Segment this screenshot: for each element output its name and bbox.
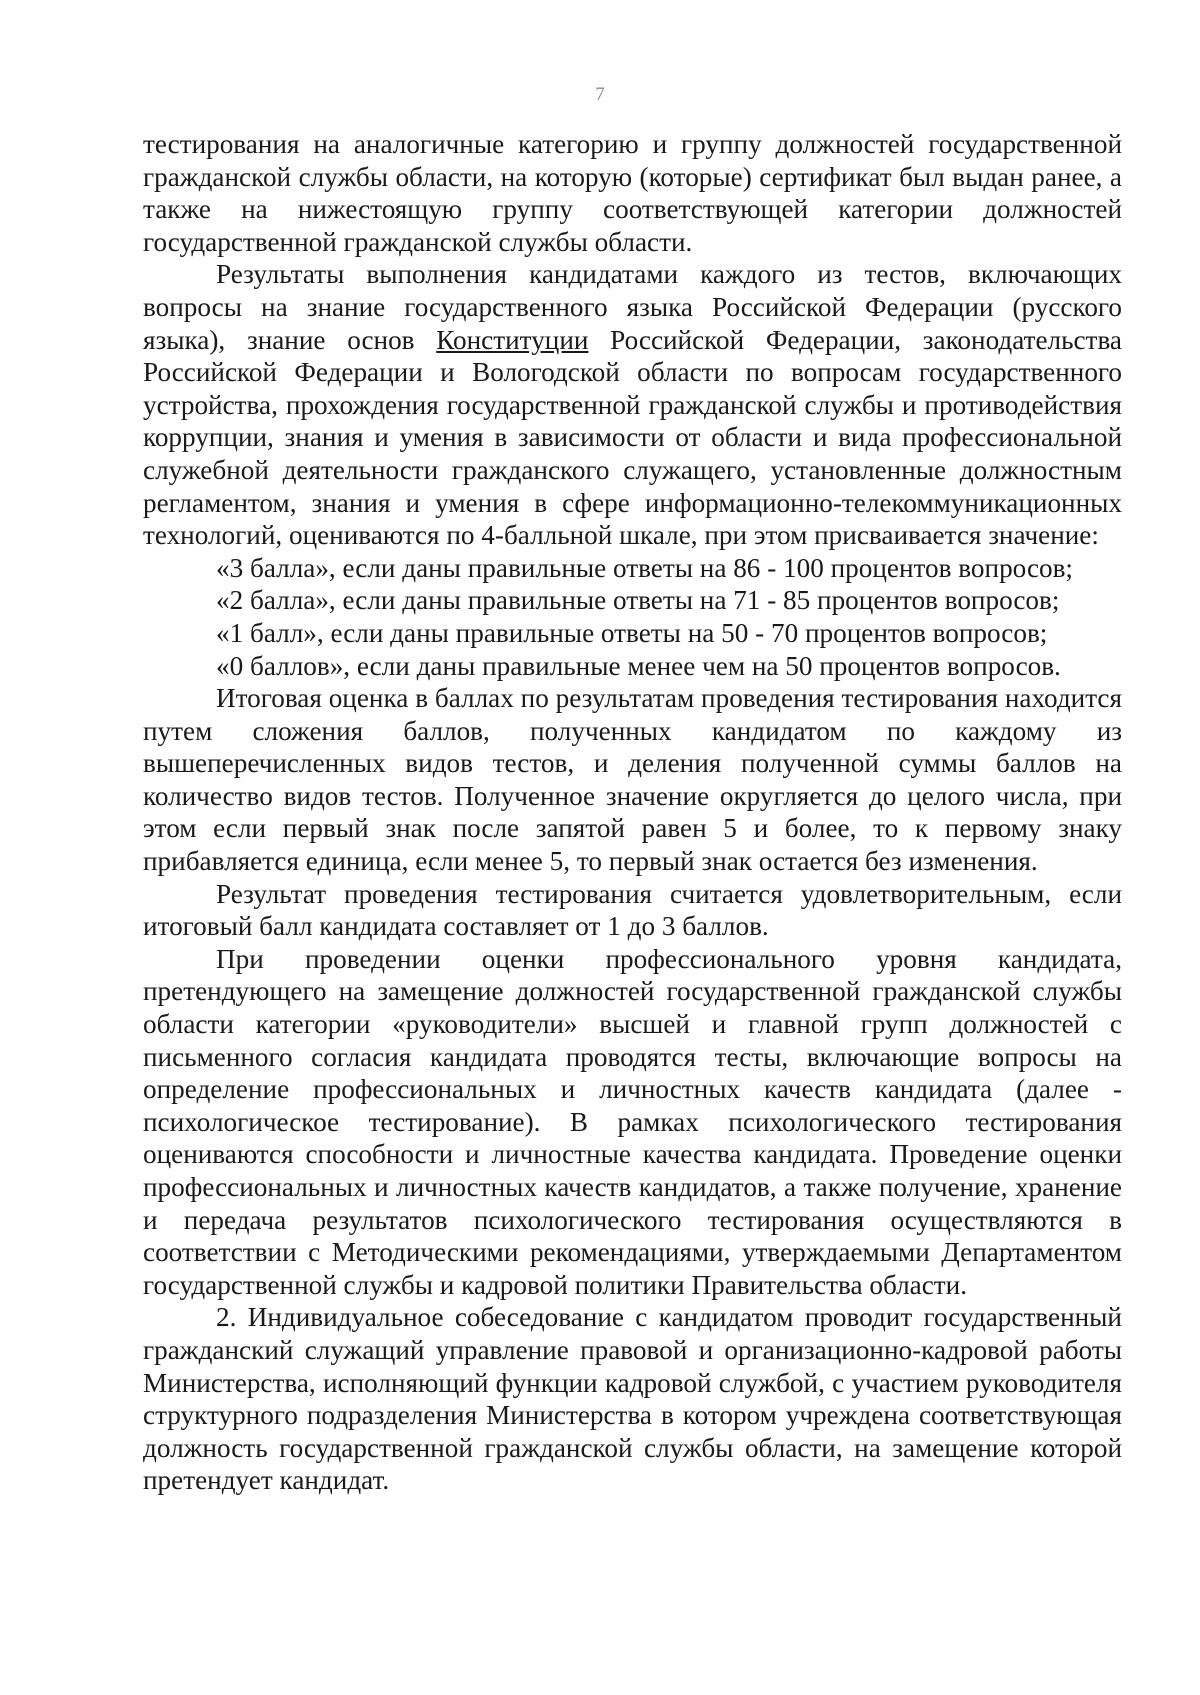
score-3-item: «3 балла», если даны правильные ответы на 86 - 100 процентов вопросов; xyxy=(216,552,1073,583)
score-2-item: «2 балла», если даны правильные ответы на 71 - 85 процентов вопросов; xyxy=(216,585,1060,616)
paragraph-result: Результат проведения тестирования считается удовлетворительным, если итоговый балл кандидата составляет от 1 до 3 баллов. xyxy=(143,878,1122,942)
paragraph-2-part-2: Российской Федерации, законодательства Российской Федерации и Вологодской области по вопросам государственного устройства, прохождения государственной гражданской службы и противодействия коррупции, знания и умения в зависимости от области и вида профессиональной служебной деятельности гражданского служащего, установленные должностным регламентом, знания и умения в сфере информационно-телекоммуникационных технологий, оцениваются по 4-балльной шкале, при этом присваивается значение: xyxy=(143,324,1122,551)
score-1-item: «1 балл», если даны правильные ответы на 50 - 70 процентов вопросов; xyxy=(216,617,1048,648)
page-number: 7 xyxy=(595,84,605,105)
paragraph-1: тестирования на аналогичные категорию и группу должностей государственной гражданской службы области, на которую (которые) сертификат был выдан ранее, а также на нижестоящую группу соответствующей категории должностей государственной гражданской службы области. xyxy=(143,129,1122,257)
paragraph-psychological-testing: При проведении оценки профессионального уровня кандидата, претендующего на замещение должностей государственной гражданской службы области категории «руководители» высшей и главной групп должностей с письменного согласия кандидата проводятся тесты, включающие вопросы на определение профессиональных и личностных качеств кандидата (далее - психологическое тестирование). В рамках психологического тестирования оцениваются способности и личностные качества кандидата. Проведение оценки профессиональных и личностных качеств кандидатов, а также получение, хранение и передача результатов психологического тестирования осуществляются в соответствии с Методическими рекомендациями, утверждаемыми Департаментом государственной службы и кадровой политики Правительства области. xyxy=(143,943,1122,1300)
score-0-item: «0 баллов», если даны правильные менее чем на 50 процентов вопросов. xyxy=(216,650,1061,681)
paragraph-2-part-1: Результаты выполнения кандидатами каждого из тестов, включающих вопросы на знание государственного языка Российской Федерации (русского языка), знание основ xyxy=(143,259,1122,355)
paragraph-2 xyxy=(143,258,1122,551)
paragraph-final-score: Итоговая оценка в баллах по результатам проведения тестирования находится путем сложения баллов, полученных кандидатом по каждому из вышеперечисленных видов тестов, и деления полученной суммы баллов на количество видов тестов. Полученное значение округляется до целого числа, при этом если первый знак после запятой равен 5 и более, то к первому знаку прибавляется единица, если менее 5, то первый знак остается без изменения. xyxy=(143,683,1122,877)
paragraph-interview: 2. Индивидуальное собеседование с кандидатом проводит государственный гражданский служащий управление правовой и организационно-кадровой работы Министерства, исполняющий функции кадровой службой, с участием руководителя структурного подразделения Министерства в котором учреждена соответствующая должность государственной гражданской службы области, на замещение которой претендует кандидат. xyxy=(143,1302,1122,1496)
document-body xyxy=(143,128,1122,1497)
constitution-link[interactable]: Конституции xyxy=(436,324,589,355)
